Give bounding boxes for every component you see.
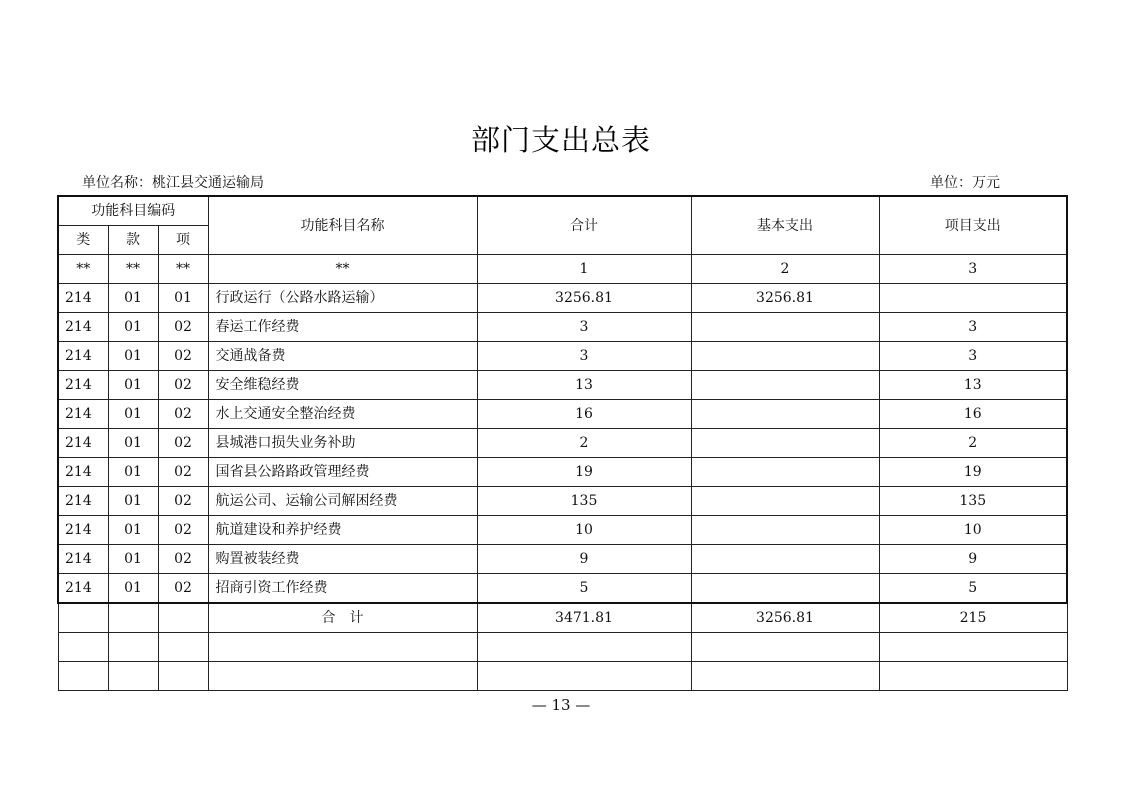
table-row [58, 342, 1067, 371]
row-item: 02 [158, 429, 208, 458]
row-class: 214 [58, 574, 108, 604]
table-row [58, 516, 1067, 545]
row-project: 9 [879, 545, 1067, 574]
row-item: 02 [158, 313, 208, 342]
row-class: 214 [58, 429, 108, 458]
row-class: 214 [58, 284, 108, 313]
blank-cell [58, 633, 108, 662]
header-basic: 基本支出 [691, 196, 879, 255]
row-total: 3 [477, 342, 691, 371]
row-basic [691, 487, 879, 516]
row-total: 2 [477, 429, 691, 458]
table-row [58, 400, 1067, 429]
blank-cell [879, 633, 1067, 662]
blank-cell [208, 633, 477, 662]
row-basic [691, 429, 879, 458]
header-total: 合计 [477, 196, 691, 255]
row-item: 02 [158, 400, 208, 429]
row-total: 3 [477, 313, 691, 342]
row-total: 3256.81 [477, 284, 691, 313]
header-project: 项目支出 [879, 196, 1067, 255]
row-item: 02 [158, 371, 208, 400]
row-project [879, 284, 1067, 313]
row-total: 13 [477, 371, 691, 400]
blank-row [58, 633, 1067, 662]
table-row [58, 429, 1067, 458]
row-class: 214 [58, 516, 108, 545]
row-class: 214 [58, 313, 108, 342]
row-project: 13 [879, 371, 1067, 400]
row-section: 01 [108, 371, 158, 400]
row-item: 02 [158, 545, 208, 574]
row-section: 01 [108, 516, 158, 545]
blank-cell [58, 662, 108, 691]
header-row [58, 196, 1067, 226]
row-basic: 3256.81 [691, 284, 879, 313]
row-project: 10 [879, 516, 1067, 545]
row-total: 19 [477, 458, 691, 487]
row-class: 214 [58, 458, 108, 487]
blank-cell [691, 662, 879, 691]
index-row [58, 255, 1067, 284]
row-name: 行政运行（公路水路运输） [208, 284, 477, 313]
row-class: 214 [58, 400, 108, 429]
row-project: 2 [879, 429, 1067, 458]
row-name: 安全维稳经费 [208, 371, 477, 400]
row-project: 19 [879, 458, 1067, 487]
row-class: 214 [58, 545, 108, 574]
row-name: 航道建设和养护经费 [208, 516, 477, 545]
row-section: 01 [108, 429, 158, 458]
header-class: 类 [58, 226, 108, 255]
page-title: 部门支出总表 [470, 123, 651, 157]
row-project: 135 [879, 487, 1067, 516]
row-section: 01 [108, 458, 158, 487]
total-basic: 3256.81 [691, 603, 879, 633]
table-row [58, 545, 1067, 574]
page-number: — 13 — [531, 696, 591, 714]
row-basic [691, 400, 879, 429]
header-code-group: 功能科目编码 [58, 196, 208, 226]
row-project: 16 [879, 400, 1067, 429]
row-name: 招商引资工作经费 [208, 574, 477, 604]
row-class: 214 [58, 342, 108, 371]
index-basic: 2 [691, 255, 879, 284]
row-basic [691, 574, 879, 604]
row-total: 16 [477, 400, 691, 429]
total-amount: 3471.81 [477, 603, 691, 633]
row-class: 214 [58, 487, 108, 516]
row-item: 02 [158, 342, 208, 371]
row-basic [691, 342, 879, 371]
blank-cell [208, 662, 477, 691]
row-total: 135 [477, 487, 691, 516]
blank-cell [691, 633, 879, 662]
row-class: 214 [58, 371, 108, 400]
row-item: 01 [158, 284, 208, 313]
row-item: 02 [158, 574, 208, 604]
total-class [58, 603, 108, 633]
row-total: 10 [477, 516, 691, 545]
row-name: 航运公司、运输公司解困经费 [208, 487, 477, 516]
row-project: 3 [879, 313, 1067, 342]
table-row [58, 284, 1067, 313]
row-total: 9 [477, 545, 691, 574]
total-project: 215 [879, 603, 1067, 633]
blank-cell [477, 662, 691, 691]
row-basic [691, 371, 879, 400]
row-section: 01 [108, 284, 158, 313]
table-row [58, 371, 1067, 400]
row-name: 春运工作经费 [208, 313, 477, 342]
row-section: 01 [108, 400, 158, 429]
blank-row [58, 662, 1067, 691]
table-row [58, 487, 1067, 516]
header-section: 款 [108, 226, 158, 255]
row-name: 购置被装经费 [208, 545, 477, 574]
expenditure-table [57, 195, 1068, 691]
row-total: 5 [477, 574, 691, 604]
row-section: 01 [108, 545, 158, 574]
row-item: 02 [158, 487, 208, 516]
index-total: 1 [477, 255, 691, 284]
index-class: ** [58, 255, 108, 284]
blank-cell [158, 633, 208, 662]
row-section: 01 [108, 313, 158, 342]
row-project: 5 [879, 574, 1067, 604]
row-item: 02 [158, 458, 208, 487]
table-row [58, 574, 1067, 604]
row-name: 县城港口损失业务补助 [208, 429, 477, 458]
row-name: 水上交通安全整治经费 [208, 400, 477, 429]
row-name: 国省县公路路政管理经费 [208, 458, 477, 487]
blank-cell [158, 662, 208, 691]
row-basic [691, 313, 879, 342]
row-section: 01 [108, 574, 158, 604]
total-label: 合 计 [208, 603, 477, 633]
unit-label: 单位：万元 [930, 175, 1000, 191]
total-row [58, 603, 1067, 633]
index-name: ** [208, 255, 477, 284]
row-basic [691, 516, 879, 545]
blank-cell [477, 633, 691, 662]
row-item: 02 [158, 516, 208, 545]
unit-name: 单位名称：桃江县交通运输局 [82, 175, 264, 191]
table-row [58, 458, 1067, 487]
total-item [158, 603, 208, 633]
row-project: 3 [879, 342, 1067, 371]
total-section [108, 603, 158, 633]
row-basic [691, 545, 879, 574]
header-name: 功能科目名称 [208, 196, 477, 255]
blank-cell [108, 662, 158, 691]
index-section: ** [108, 255, 158, 284]
row-section: 01 [108, 342, 158, 371]
row-name: 交通战备费 [208, 342, 477, 371]
index-project: 3 [879, 255, 1067, 284]
header-item: 项 [158, 226, 208, 255]
row-basic [691, 458, 879, 487]
table-row [58, 313, 1067, 342]
index-item: ** [158, 255, 208, 284]
row-section: 01 [108, 487, 158, 516]
blank-cell [879, 662, 1067, 691]
blank-cell [108, 633, 158, 662]
